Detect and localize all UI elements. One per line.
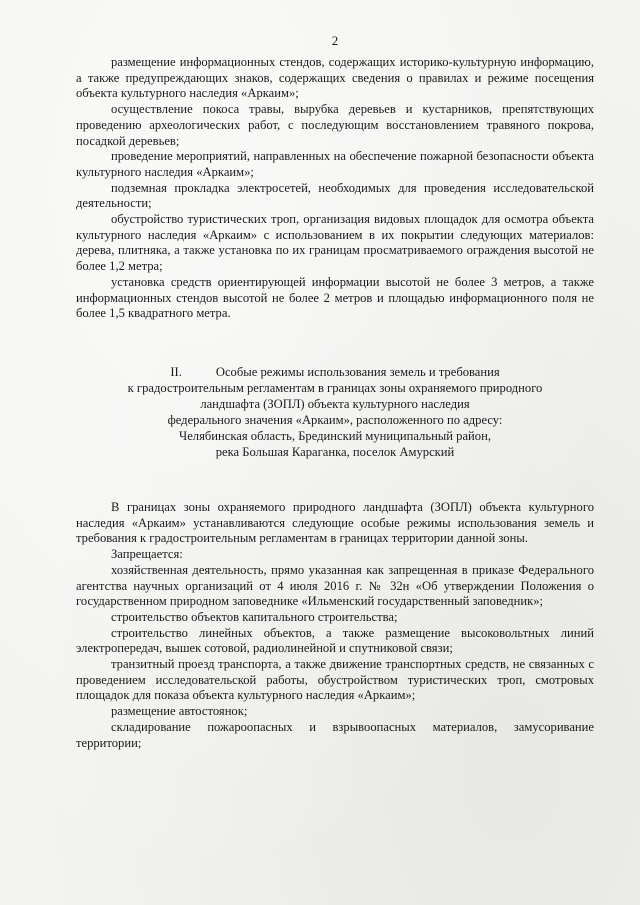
paragraph: проведение мероприятий, направленных на обеспечение пожарной безопасности объекта культурного наследия «Аркаим»; (76, 149, 594, 179)
paragraph: В границах зоны охраняемого природного ландшафта (ЗОПЛ) объекта культурного наследия «Аркаим» устанавливаются следующие особые режимы использования земель и требования к градостроительным регламентам в границах территории данной зоны. (76, 500, 594, 546)
paragraph: подземная прокладка электросетей, необходимых для проведения исследовательской деятельности; (76, 180, 594, 211)
section-heading-line: ландшафта (ЗОПЛ) объекта культурного наследия (200, 396, 470, 411)
section-heading-line: федерального значения «Аркаим», расположенного по адресу: (167, 412, 503, 427)
prohibited-activities-list (76, 500, 594, 751)
section-heading (76, 365, 594, 460)
paragraph: хозяйственная деятельность, прямо указанная как запрещенная в приказе Федерального агентства научных организаций от 4 июля 2016 г. № 32н «Об утверждении Положения о государственном природном заповеднике «Ильменский государственный заповедник»; (76, 562, 594, 609)
section-heading-line (76, 365, 594, 381)
section-title-text: Особые режимы использования земель и требования (215, 365, 500, 379)
section-roman-numeral: II. (170, 365, 182, 379)
prohibited-heading: Запрещается: (111, 547, 183, 562)
section-heading-line: река Большая Караганка, поселок Амурский (215, 444, 455, 459)
paragraph: строительство линейных объектов, а также размещение высоковольтных линий электропередач, вышек сотовой, радиолинейной и спутниковой связи; (76, 625, 594, 656)
paragraph: складирование пожароопасных и взрывоопасных материалов, замусоривание территории; (76, 719, 594, 750)
paragraph: осуществление покоса травы, вырубка деревьев и кустарников, препятствующих проведению археологических работ, с последующим восстановлением травяного покрова, посадкой деревьев; (76, 102, 594, 148)
paragraph: установка средств ориентирующей информации высотой не более 3 метров, а также информационных стендов высотой не более 2 метров и площадью информационного поля не более 1,5 квадратного метра. (76, 274, 594, 321)
section-heading-line: Челябинская область, Брединский муниципальный район, (179, 428, 491, 443)
paragraph: строительство объектов капитального строительства; (111, 609, 398, 624)
paragraph: размещение информационных стендов, содержащих историко-культурную информацию, а также предупреждающих знаков, содержащих сведения о правилах и режиме посещения объекта культурного наследия «Аркаим»; (76, 55, 594, 101)
paragraph: обустройство туристических троп, организация видовых площадок для осмотра объекта культурного наследия «Аркаим» с использованием в их покрытии следующих материалов: дерева, плитняка, а также установка по их границам просматриваемого ограждения высотой не более 1,2 метра; (76, 212, 594, 274)
permitted-activities-list (76, 55, 594, 322)
page-number: 2 (331, 33, 339, 48)
paragraph: транзитный проезд транспорта, а также движение транспортных средств, не связанных с проведением исследовательской работы, обустройством туристических троп, смотровых площадок для показа объекта культурного наследия «Аркаим»; (76, 657, 594, 703)
section-heading-line: к градостроительным регламентам в границах зоны охраняемого природного (127, 380, 543, 395)
paragraph: размещение автостоянок; (111, 704, 248, 719)
